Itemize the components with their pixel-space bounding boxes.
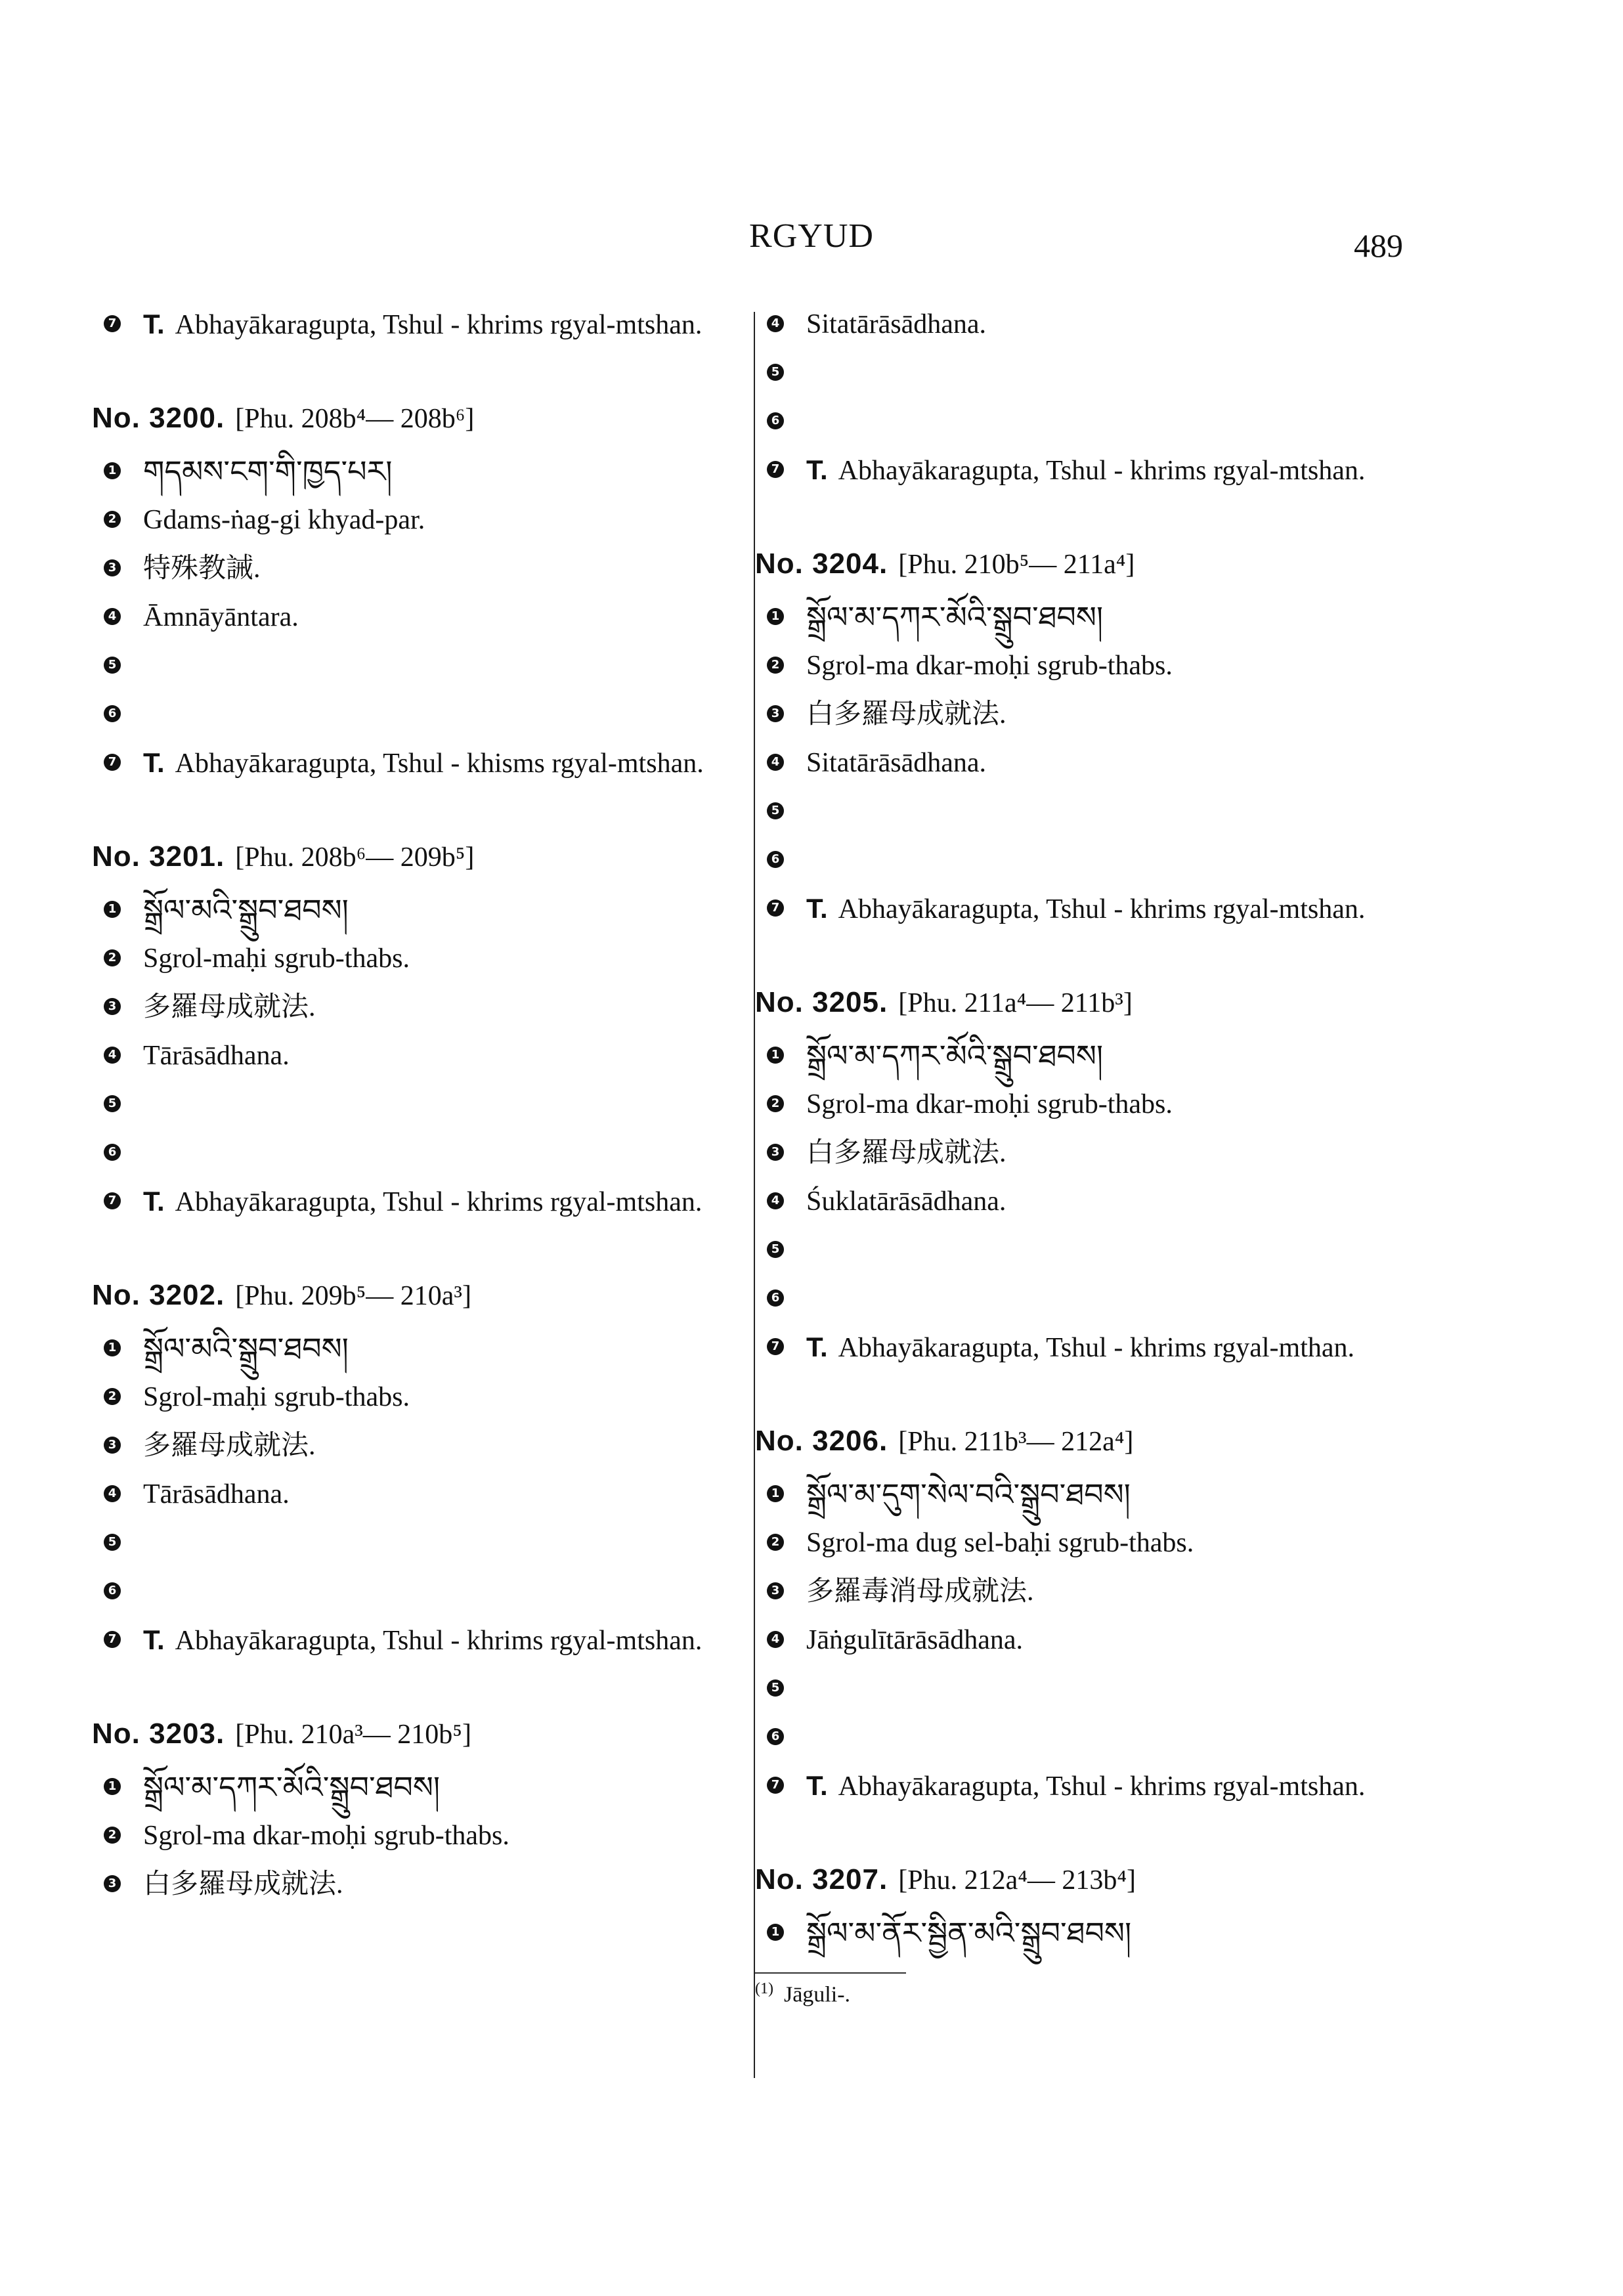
field-value: Sitatārāsādhana. (806, 748, 987, 778)
field-number-marker: 4 (767, 315, 784, 332)
field-number-marker: 7 (767, 1338, 784, 1355)
entry-number: No. 3200. (92, 402, 225, 434)
field-row (755, 356, 1444, 397)
translator-label: T. (806, 454, 828, 485)
field-number-marker: 5 (104, 657, 121, 674)
field-row (755, 746, 1444, 787)
field-value: 多羅母成就法. (143, 1431, 316, 1461)
field-number-marker: 2 (104, 949, 121, 966)
field-number-marker: 6 (767, 1289, 784, 1307)
field-number-marker: 1 (767, 1047, 784, 1064)
field-number-marker: 7 (104, 1631, 121, 1648)
translator-names: Abhayākaragupta, Tshul - khrims rgyal-mtshan. (175, 310, 703, 340)
field-row (92, 600, 748, 641)
field-number-marker: 3 (104, 1437, 121, 1454)
entry-heading (92, 1279, 748, 1312)
field-number-marker: 6 (767, 851, 784, 868)
tibetan-title: སྒྲོལ་མ་ནོར་སྦྱིན་མའི་སྒྲུབ་ཐབས། (806, 1915, 1132, 1951)
entry-gap (92, 1233, 748, 1279)
tibetan-title: གདམས་ངག་གི་ཁྱད་པར། (143, 454, 393, 489)
field-row (755, 307, 1444, 348)
field-value: Sitatārāsādhana. (806, 309, 987, 339)
field-row (755, 1330, 1444, 1371)
field-row (92, 1087, 748, 1128)
field-number-marker: 7 (104, 1192, 121, 1209)
field-row (92, 649, 748, 689)
translator-label: T. (143, 309, 165, 339)
field-row (92, 990, 748, 1031)
field-number-marker: 2 (767, 1534, 784, 1551)
field-value (806, 892, 1444, 926)
field-value: 白多羅母成就法. (143, 1869, 343, 1899)
entry-heading (92, 1718, 748, 1750)
running-header: RGYUD (749, 217, 874, 255)
translator-label: T. (143, 1186, 165, 1217)
entry-folio-ref: [Phu. 211b³— 212a⁴] (898, 1427, 1134, 1457)
field-row (92, 1136, 748, 1177)
field-number-marker: 7 (767, 899, 784, 917)
field-row (755, 1233, 1444, 1274)
field-number-marker: 1 (104, 1778, 121, 1795)
field-value: Sgrol-ma dkar-moḥi sgrub-thabs. (143, 1821, 509, 1851)
translator-label: T. (806, 1332, 828, 1362)
footnote-text: Jāguli-. (783, 1982, 851, 2007)
field-value: 特殊教誡. (143, 553, 261, 584)
field-value: Tārāsādhana. (143, 1479, 290, 1509)
field-number-marker: 1 (767, 1485, 784, 1502)
field-value: Sgrol-ma dkar-moḥi sgrub-thabs. (806, 1089, 1173, 1119)
field-value: Jāṅgulītārāsādhana. (806, 1625, 1024, 1655)
field-value: Gdams-ṅag-gi khyad-par. (143, 505, 425, 535)
field-row (92, 893, 748, 934)
field-number-marker: 4 (104, 608, 121, 625)
entry-folio-ref: [Phu. 211a⁴— 211b³] (898, 988, 1133, 1018)
field-row (92, 1623, 748, 1664)
entry-folio-ref: [Phu. 208b⁴— 208b⁶] (235, 404, 475, 434)
field-row (755, 1916, 1444, 1957)
entry-folio-ref: [Phu. 210a³— 210b⁵] (235, 1720, 471, 1750)
field-row (92, 1867, 748, 1908)
translator-names: Abhayākaragupta, Tshul - khisms rgyal-mtshan. (175, 748, 704, 779)
field-row (755, 600, 1444, 641)
field-number-marker: 4 (104, 1485, 121, 1502)
field-number-marker: 7 (104, 315, 121, 332)
field-row (92, 503, 748, 544)
field-row (92, 552, 748, 592)
entry-number: No. 3204. (755, 548, 888, 580)
field-row (755, 1720, 1444, 1761)
field-number-marker: 5 (767, 1679, 784, 1697)
translator-label: T. (806, 1770, 828, 1801)
field-row (755, 843, 1444, 884)
field-number-marker: 7 (104, 754, 121, 771)
field-number-marker: 3 (767, 1144, 784, 1161)
tibetan-title: སྒྲོལ་མའི་སྒྲུབ་ཐབས། (143, 892, 349, 928)
entry-number: No. 3207. (755, 1863, 888, 1895)
field-number-marker: 6 (104, 705, 121, 722)
page-number: 489 (1354, 227, 1403, 264)
entry-number: No. 3205. (755, 986, 888, 1018)
field-value (143, 1623, 748, 1658)
field-row (92, 942, 748, 982)
translator-names: Abhayākaragupta, Tshul - khrims rgyal-mthan. (838, 1333, 1355, 1363)
tibetan-title: སྒྲོལ་མ་དུག་སེལ་བའི་སྒྲུབ་ཐབས། (806, 1477, 1131, 1512)
entry-gap (755, 940, 1444, 986)
field-row (755, 1672, 1444, 1712)
tibetan-title: སྒྲོལ་མ་དཀར་མོའི་སྒྲུབ་ཐབས། (806, 599, 1104, 635)
entry-gap (92, 356, 748, 402)
field-row (92, 1477, 748, 1518)
field-row (755, 1477, 1444, 1518)
field-number-marker: 2 (104, 511, 121, 528)
field-row (755, 1526, 1444, 1567)
entry-number: No. 3206. (755, 1425, 888, 1457)
field-number-marker: 1 (104, 462, 121, 479)
entry-folio-ref: [Phu. 208b⁶— 209b⁵] (235, 842, 475, 873)
field-number-marker: 3 (767, 1582, 784, 1599)
field-row (755, 1623, 1444, 1664)
field-value (143, 746, 748, 781)
entry-heading (755, 1863, 1444, 1896)
field-number-marker: 7 (767, 1777, 784, 1794)
field-row (755, 892, 1444, 932)
entry-folio-ref: [Phu. 210b⁵— 211a⁴] (898, 550, 1135, 580)
field-row (755, 1769, 1444, 1809)
entry-heading (755, 1425, 1444, 1458)
field-value: Sgrol-maḥi sgrub-thabs. (143, 943, 410, 974)
translator-names: Abhayākaragupta, Tshul - khrims rgyal-mtshan. (838, 894, 1366, 924)
field-value: 白多羅母成就法. (806, 1138, 1006, 1168)
entry-gap (755, 1379, 1444, 1425)
field-value: Sgrol-maḥi sgrub-thabs. (143, 1382, 410, 1412)
field-row (92, 1574, 748, 1615)
field-number-marker: 5 (767, 364, 784, 381)
field-row (755, 649, 1444, 689)
field-number-marker: 4 (767, 1631, 784, 1648)
field-number-marker: 6 (104, 1582, 121, 1599)
field-value: Āmnāyāntara. (143, 602, 299, 632)
field-number-marker: 4 (767, 754, 784, 771)
field-number-marker: 6 (104, 1144, 121, 1161)
field-value (806, 1330, 1444, 1365)
field-row (92, 1526, 748, 1567)
field-number-marker: 3 (104, 998, 121, 1015)
field-row (755, 453, 1444, 494)
field-number-marker: 4 (767, 1192, 784, 1209)
tibetan-title: སྒྲོལ་མའི་སྒྲུབ་ཐབས། (143, 1331, 349, 1366)
field-number-marker: 7 (767, 461, 784, 478)
entry-folio-ref: [Phu. 209b⁵— 210a³] (235, 1281, 471, 1311)
field-row (755, 1136, 1444, 1177)
field-row (92, 307, 748, 348)
field-value: Sgrol-ma dug sel-baḥi sgrub-thabs. (806, 1528, 1194, 1558)
field-value: Tārāsādhana. (143, 1041, 290, 1071)
translator-names: Abhayākaragupta, Tshul - khrims rgyal-mtshan. (838, 456, 1366, 486)
field-row (92, 697, 748, 738)
field-row (92, 1184, 748, 1225)
field-number-marker: 1 (104, 901, 121, 918)
field-number-marker: 5 (767, 802, 784, 819)
field-value (806, 453, 1444, 488)
field-number-marker: 6 (767, 412, 784, 429)
entry-gap (92, 794, 748, 840)
footnote (755, 1980, 1444, 2007)
field-number-marker: 5 (104, 1534, 121, 1551)
entry-gap (755, 502, 1444, 548)
field-row (92, 746, 748, 787)
field-number-marker: 2 (104, 1827, 121, 1844)
field-row (755, 697, 1444, 738)
entry-number: No. 3201. (92, 840, 225, 873)
field-row (755, 1184, 1444, 1225)
field-number-marker: 3 (104, 1875, 121, 1892)
field-number-marker: 4 (104, 1047, 121, 1064)
field-number-marker: 1 (104, 1339, 121, 1356)
field-value: 多羅母成就法. (143, 992, 316, 1022)
translator-label: T. (806, 893, 828, 924)
field-value: Śuklatārāsādhana. (806, 1186, 1006, 1217)
field-number-marker: 3 (767, 705, 784, 722)
left-column (92, 307, 748, 1916)
translator-names: Abhayākaragupta, Tshul - khrims rgyal-mtshan. (175, 1626, 703, 1656)
footnote-rule (755, 1972, 906, 1974)
entry-number: No. 3203. (92, 1718, 225, 1750)
field-value (143, 1184, 748, 1219)
field-number-marker: 1 (767, 1924, 784, 1941)
field-row (755, 404, 1444, 445)
field-number-marker: 3 (104, 559, 121, 576)
entry-gap (92, 1672, 748, 1718)
field-row (92, 1380, 748, 1421)
field-number-marker: 1 (767, 608, 784, 625)
tibetan-title: སྒྲོལ་མ་དཀར་མོའི་སྒྲུབ་ཐབས། (143, 1769, 441, 1805)
field-number-marker: 5 (767, 1241, 784, 1258)
right-column-entries (755, 307, 1444, 1957)
translator-names: Abhayākaragupta, Tshul - khrims rgyal-mtshan. (175, 1187, 703, 1217)
entry-number: No. 3202. (92, 1279, 225, 1311)
field-row (755, 1574, 1444, 1615)
entry-heading (755, 548, 1444, 580)
field-row (755, 794, 1444, 835)
field-row (755, 1039, 1444, 1079)
field-value: Sgrol-ma dkar-moḥi sgrub-thabs. (806, 651, 1173, 681)
field-value (143, 307, 748, 342)
field-row (92, 1819, 748, 1859)
translator-label: T. (143, 1624, 165, 1655)
field-row (92, 1332, 748, 1372)
footnote-mark: (1) (755, 1980, 773, 1997)
field-number-marker: 2 (104, 1388, 121, 1405)
field-row (755, 1282, 1444, 1322)
field-value: 白多羅母成就法. (806, 699, 1006, 729)
right-column (755, 307, 1444, 2007)
translator-names: Abhayākaragupta, Tshul - khrims rgyal-mtshan. (838, 1771, 1366, 1802)
entry-heading (755, 986, 1444, 1019)
field-number-marker: 6 (767, 1728, 784, 1745)
field-row (92, 1770, 748, 1811)
entry-heading (92, 840, 748, 873)
field-value: 多羅毒消母成就法. (806, 1576, 1034, 1607)
field-row (92, 1429, 748, 1469)
field-row (92, 1039, 748, 1079)
translator-label: T. (143, 747, 165, 778)
field-number-marker: 5 (104, 1095, 121, 1112)
entry-heading (92, 402, 748, 435)
entry-folio-ref: [Phu. 212a⁴— 213b⁴] (898, 1865, 1136, 1895)
entry-gap (755, 1817, 1444, 1863)
field-row (755, 1087, 1444, 1128)
field-value (806, 1769, 1444, 1804)
tibetan-title: སྒྲོལ་མ་དཀར་མོའི་སྒྲུབ་ཐབས། (806, 1038, 1104, 1073)
field-number-marker: 2 (767, 657, 784, 674)
field-row (92, 454, 748, 495)
field-number-marker: 2 (767, 1095, 784, 1112)
